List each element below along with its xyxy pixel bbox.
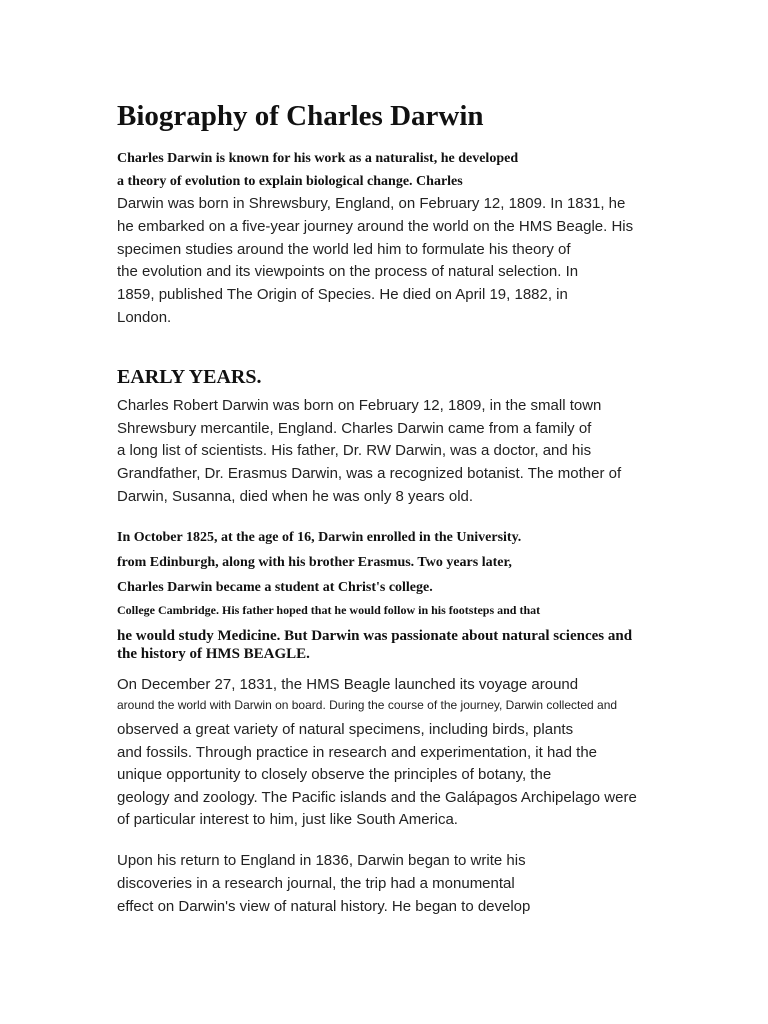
return-line: Upon his return to England in 1836, Darwin began to write his <box>117 852 526 869</box>
return-line: effect on Darwin's view of natural history. He began to develop <box>117 898 531 915</box>
intro-line: he embarked on a five-year journey around the world on the HMS Beagle. His <box>117 218 634 235</box>
early-years-line: Grandfather, Dr. Erasmus Darwin, was a recognized botanist. The mother of <box>117 465 622 482</box>
intro-line: Darwin was born in Shrewsbury, England, on February 12, 1809. In 1831, he <box>117 195 626 212</box>
early-years-line: Darwin, Susanna, died when he was only 8 years old. <box>117 488 474 505</box>
voyage-line: of particular interest to him, just like South America. <box>117 811 458 828</box>
intro-line: London. <box>117 309 172 326</box>
education-line: the history of HMS BEAGLE. <box>117 646 310 662</box>
intro-line: 1859, published The Origin of Species. He died on April 19, 1882, in <box>117 286 568 303</box>
early-years-line: Charles Robert Darwin was born on February 12, 1809, in the small town <box>117 397 602 414</box>
education-line: Charles Darwin became a student at Christ's college. <box>117 580 433 595</box>
voyage-line: geology and zoology. The Pacific islands and the Galápagos Archipelago were <box>117 789 637 806</box>
early-years-line: Shrewsbury mercantile, England. Charles Darwin came from a family of <box>117 420 592 437</box>
voyage-line: around the world with Darwin on board. During the course of the journey, Darwin collected and <box>117 698 618 712</box>
return-line: discoveries in a research journal, the trip had a monumental <box>117 875 515 892</box>
section-heading-early-years: EARLY YEARS. <box>117 366 262 388</box>
education-line: he would study Medicine. But Darwin was passionate about natural sciences and <box>117 628 633 644</box>
intro-bold-line: Charles Darwin is known for his work as a naturalist, he developed <box>117 151 519 166</box>
intro-line: specimen studies around the world led him to formulate his theory of <box>117 241 571 258</box>
voyage-line: observed a great variety of natural specimens, including birds, plants <box>117 721 574 738</box>
early-years-line: a long list of scientists. His father, Dr. RW Darwin, was a doctor, and his <box>117 442 592 459</box>
education-line: In October 1825, at the age of 16, Darwin enrolled in the University. <box>117 530 522 545</box>
voyage-line: unique opportunity to closely observe the principles of botany, the <box>117 766 552 783</box>
intro-line: the evolution and its viewpoints on the process of natural selection. In <box>117 263 579 280</box>
education-line: from Edinburgh, along with his brother Erasmus. Two years later, <box>117 555 512 570</box>
intro-bold-line: a theory of evolution to explain biological change. Charles <box>117 174 463 189</box>
document-title: Biography of Charles Darwin <box>117 100 484 132</box>
voyage-line: On December 27, 1831, the HMS Beagle launched its voyage around <box>117 676 579 693</box>
voyage-line: and fossils. Through practice in research and experimentation, it had the <box>117 744 597 761</box>
education-line: College Cambridge. His father hoped that he would follow in his footsteps and that <box>117 603 541 617</box>
